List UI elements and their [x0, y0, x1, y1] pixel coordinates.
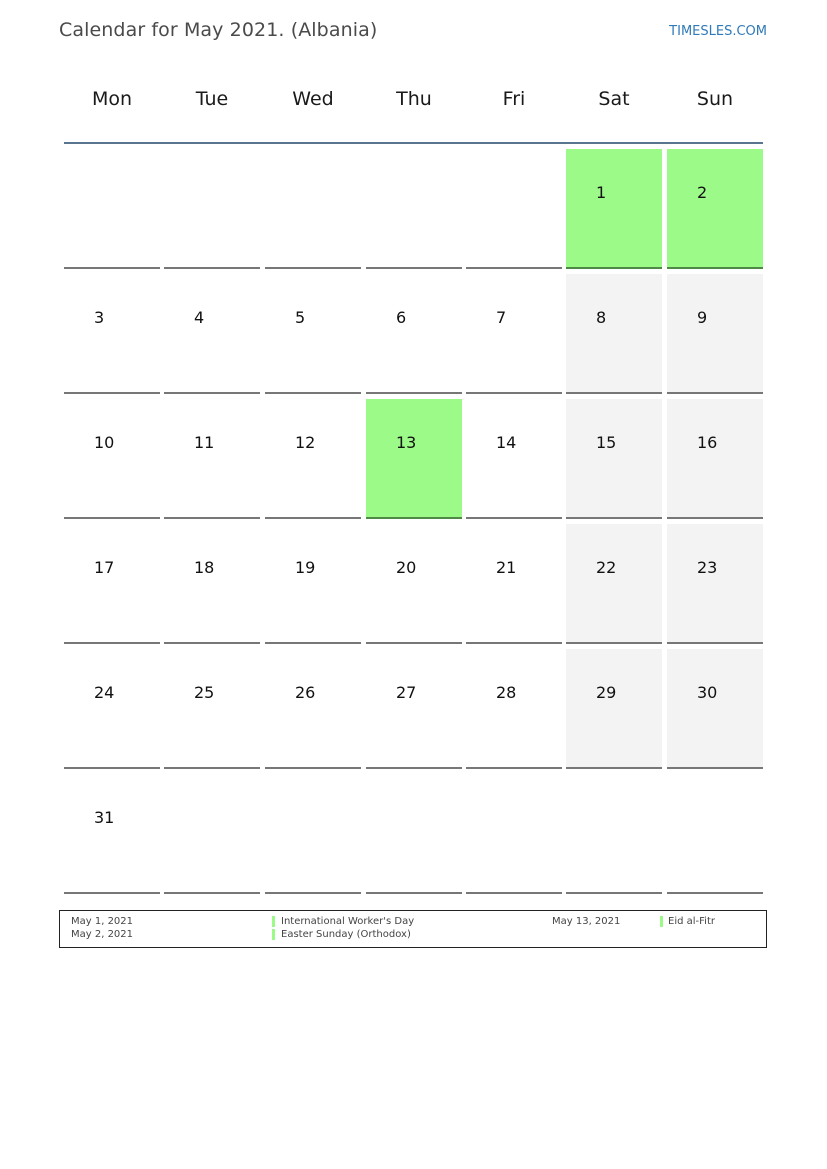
day-number: 30	[697, 683, 718, 702]
day-cell[interactable]	[566, 524, 662, 644]
day-cell[interactable]	[64, 399, 160, 519]
day-cell[interactable]	[667, 524, 763, 644]
day-number: 10	[94, 433, 115, 452]
day-number: 4	[194, 308, 205, 327]
legend-holiday-name: Eid al-Fitr	[668, 916, 715, 927]
day-cell[interactable]	[64, 649, 160, 769]
empty-day-cell	[265, 774, 361, 894]
day-cell[interactable]	[667, 149, 763, 269]
day-cell[interactable]	[366, 649, 462, 769]
day-number: 18	[194, 558, 215, 577]
day-cell[interactable]	[466, 524, 562, 644]
empty-day-cell	[566, 774, 662, 894]
holiday-legend	[59, 910, 767, 948]
legend-holiday-name: Easter Sunday (Orthodox)	[281, 929, 411, 940]
day-number: 21	[496, 558, 517, 577]
day-cell[interactable]	[64, 524, 160, 644]
day-number: 1	[596, 183, 607, 202]
day-cell[interactable]	[566, 274, 662, 394]
day-cell[interactable]	[667, 649, 763, 769]
day-number: 28	[496, 683, 517, 702]
day-cell[interactable]	[667, 274, 763, 394]
day-number: 2	[697, 183, 708, 202]
day-number: 11	[194, 433, 215, 452]
day-number: 24	[94, 683, 115, 702]
day-number: 31	[94, 808, 115, 827]
empty-day-cell	[366, 149, 462, 269]
day-cell[interactable]	[366, 524, 462, 644]
day-number: 26	[295, 683, 316, 702]
day-number: 14	[496, 433, 517, 452]
empty-day-cell	[466, 149, 562, 269]
day-number: 9	[697, 308, 708, 327]
weekday-thu: Thu	[396, 88, 432, 110]
day-cell[interactable]	[64, 774, 160, 894]
day-cell[interactable]	[366, 399, 462, 519]
empty-day-cell	[265, 149, 361, 269]
legend-date: May 13, 2021	[552, 916, 621, 927]
legend-color-marker	[660, 916, 663, 927]
day-number: 6	[396, 308, 407, 327]
legend-date: May 1, 2021	[71, 916, 134, 927]
day-number: 7	[496, 308, 507, 327]
day-number: 8	[596, 308, 607, 327]
day-number: 23	[697, 558, 718, 577]
day-cell[interactable]	[366, 274, 462, 394]
weekday-tue: Tue	[195, 88, 229, 110]
day-cell[interactable]	[265, 274, 361, 394]
day-cell[interactable]	[566, 149, 662, 269]
day-number: 15	[596, 433, 617, 452]
day-cell[interactable]	[164, 274, 260, 394]
empty-day-cell	[667, 774, 763, 894]
legend-holiday-name: International Worker's Day	[281, 916, 415, 927]
day-number: 17	[94, 558, 115, 577]
day-number: 16	[697, 433, 718, 452]
day-cell[interactable]	[265, 524, 361, 644]
legend-color-marker	[272, 929, 275, 940]
page-title: Calendar for May 2021. (Albania)	[59, 19, 378, 41]
brand-link[interactable]: TIMESLES.COM	[669, 24, 767, 39]
day-number: 19	[295, 558, 316, 577]
legend-color-marker	[272, 916, 275, 927]
empty-day-cell	[64, 149, 160, 269]
day-cell[interactable]	[667, 399, 763, 519]
day-cell[interactable]	[466, 649, 562, 769]
day-cell[interactable]	[164, 649, 260, 769]
day-number: 3	[94, 308, 105, 327]
empty-day-cell	[164, 774, 260, 894]
day-number: 20	[396, 558, 417, 577]
day-cell[interactable]	[64, 274, 160, 394]
weekday-fri: Fri	[502, 88, 526, 110]
day-number: 27	[396, 683, 417, 702]
weekday-wed: Wed	[292, 88, 334, 110]
day-number: 22	[596, 558, 617, 577]
day-number: 5	[295, 308, 306, 327]
weekday-sun: Sun	[696, 88, 734, 110]
weekday-mon: Mon	[91, 88, 133, 110]
day-cell[interactable]	[466, 399, 562, 519]
empty-day-cell	[366, 774, 462, 894]
day-cell[interactable]	[265, 649, 361, 769]
legend-date: May 2, 2021	[71, 929, 134, 940]
day-cell[interactable]	[164, 399, 260, 519]
day-number: 13	[396, 433, 417, 452]
day-cell[interactable]	[164, 524, 260, 644]
day-cell[interactable]	[566, 399, 662, 519]
day-cell[interactable]	[566, 649, 662, 769]
day-number: 25	[194, 683, 215, 702]
empty-day-cell	[164, 149, 260, 269]
empty-day-cell	[466, 774, 562, 894]
day-cell[interactable]	[466, 274, 562, 394]
weekday-sat: Sat	[598, 88, 630, 110]
day-cell[interactable]	[265, 399, 361, 519]
day-number: 12	[295, 433, 316, 452]
day-number: 29	[596, 683, 617, 702]
